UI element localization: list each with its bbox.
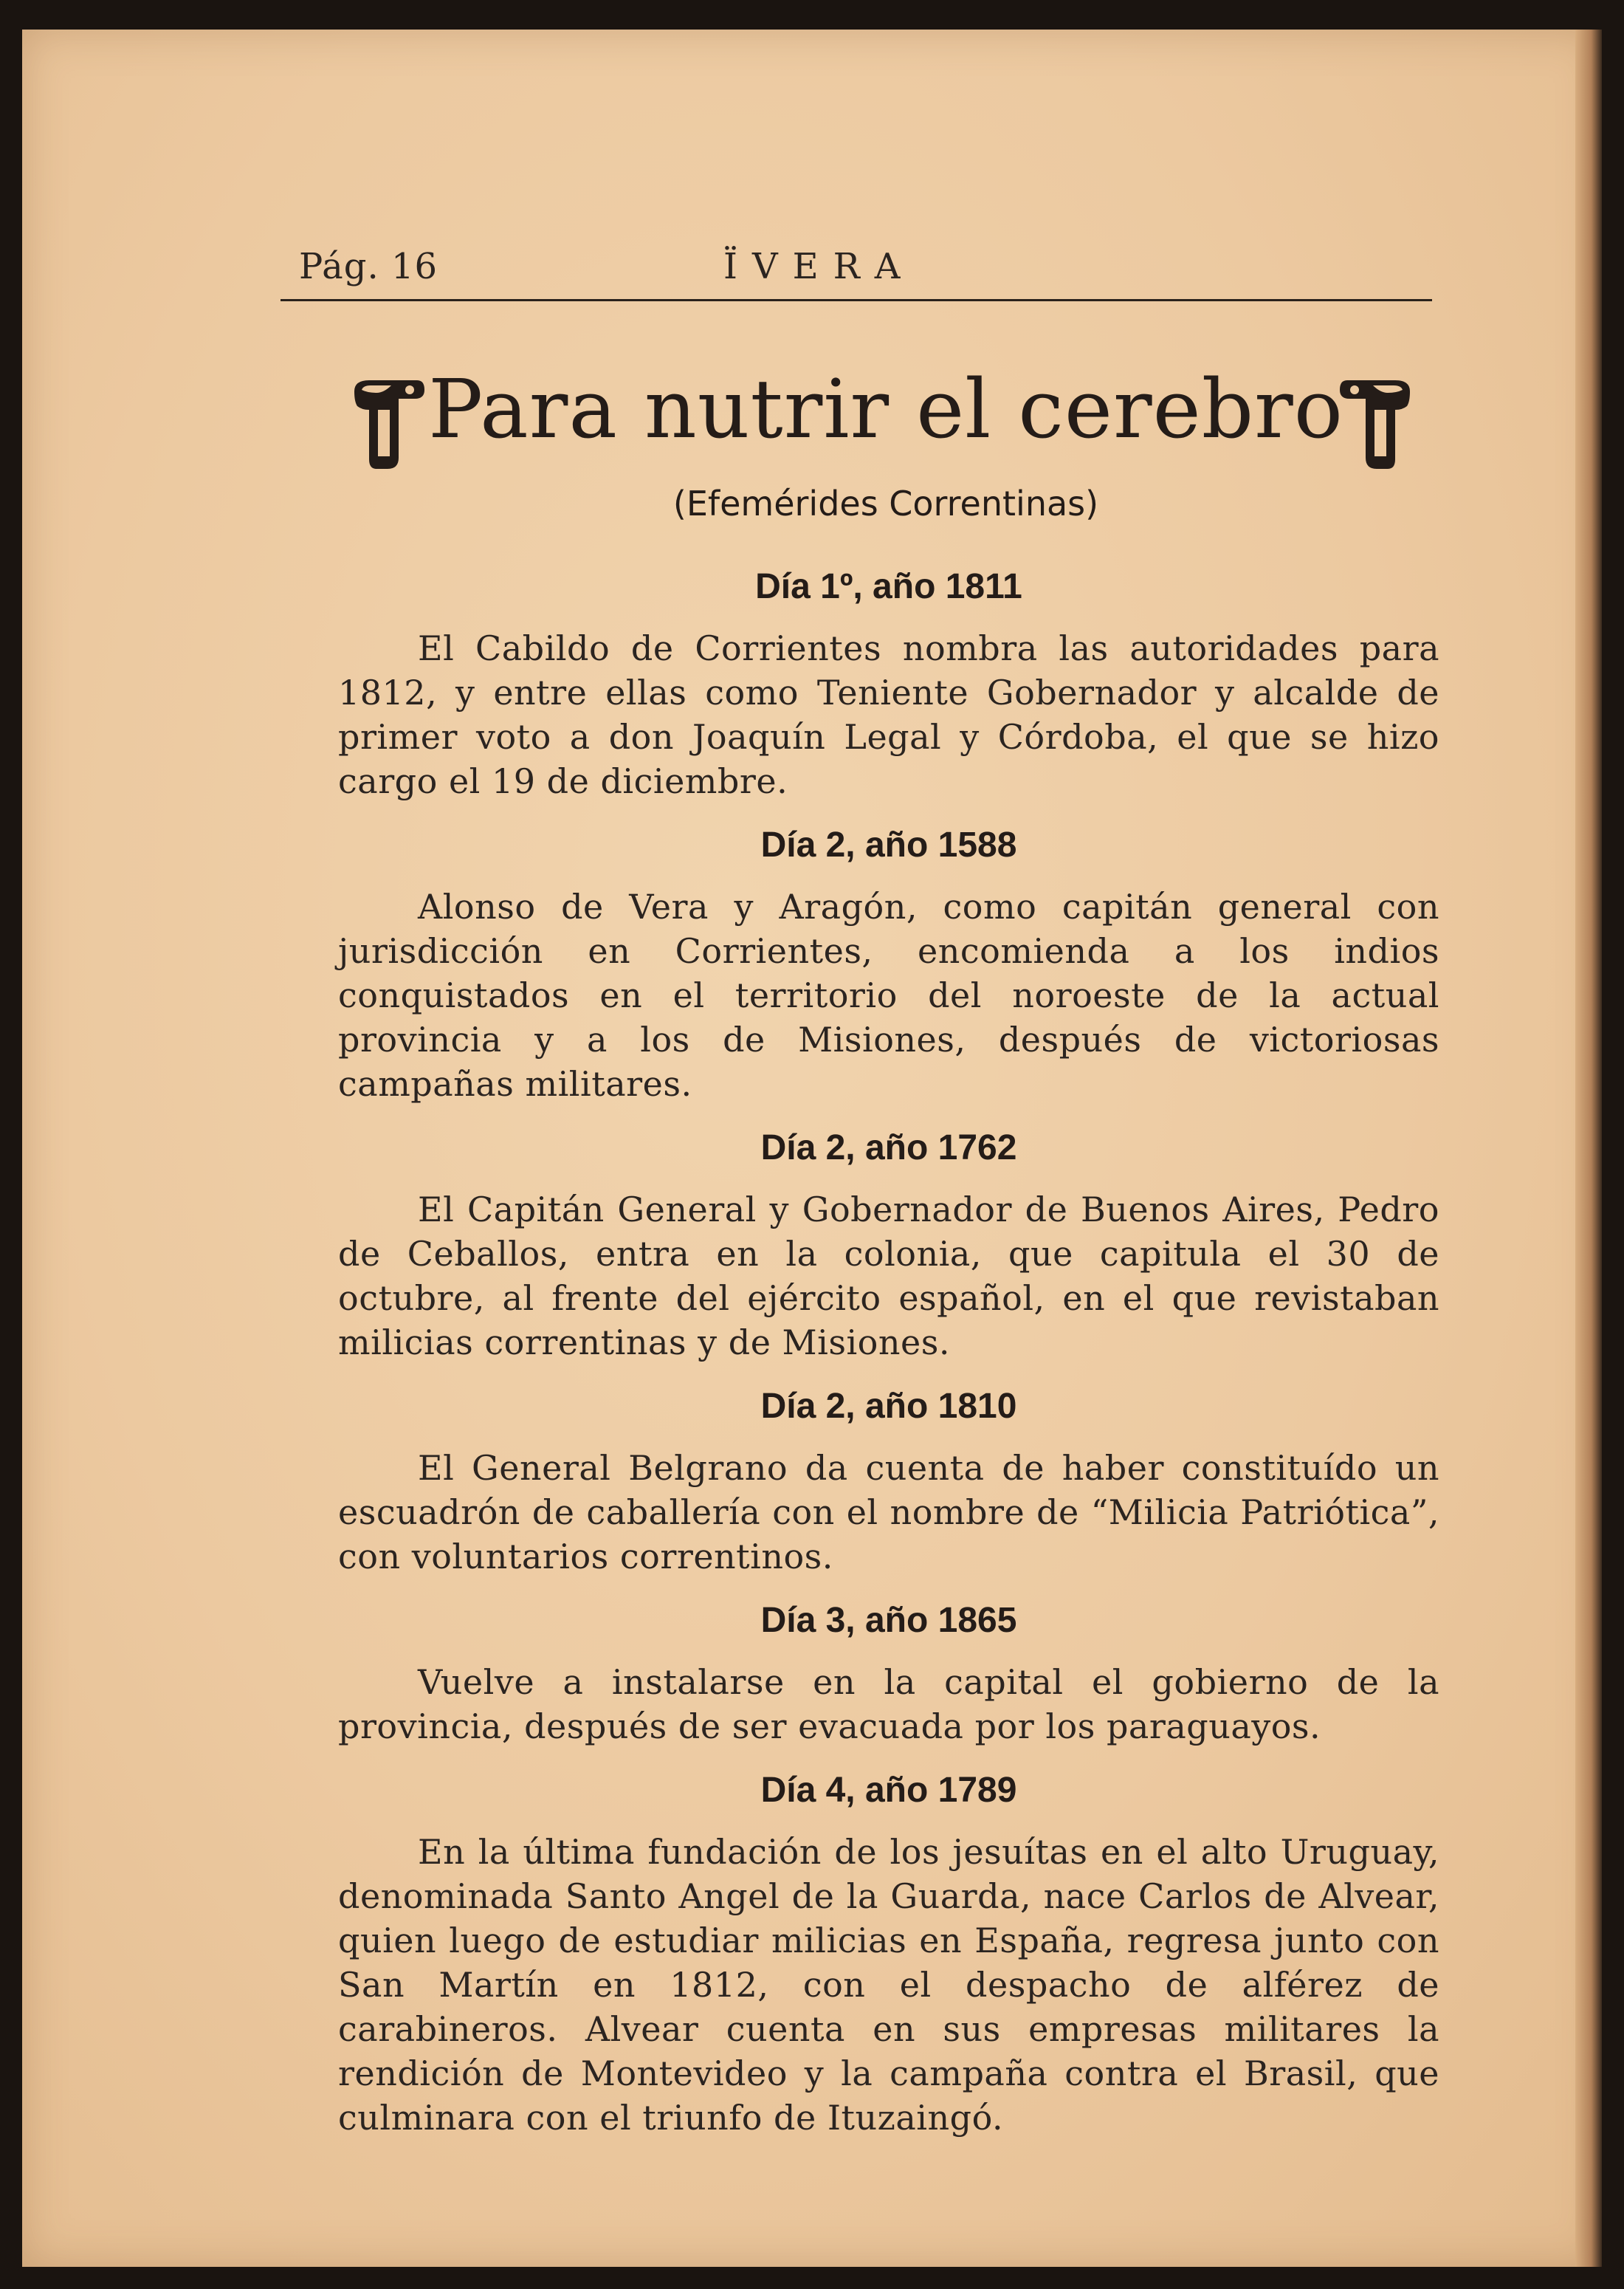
right-ornament-icon — [1336, 377, 1417, 473]
entry-text: El Capitán General y Gobernador de Buenos Aires, Pedro de Ceballos, entra en la colonia, que capitula el 30 de octubre, al frente del ejército español, en el que revistaban milicias correntinas y de Misiones. — [338, 1190, 1439, 1362]
entry — [338, 561, 1439, 803]
book-spine-edge — [1575, 30, 1602, 2267]
entry — [338, 1122, 1439, 1365]
article-title-row — [332, 362, 1439, 473]
entry — [338, 1765, 1439, 2140]
entry — [338, 1381, 1439, 1579]
entry-text: Alonso de Vera y Aragón, como capitán general con jurisdicción en Corrientes, encomienda a los indios conquistados en el territorio del noroeste de la actual provincia y a los de Misiones, después de victoriosas campañas militares. — [338, 887, 1439, 1104]
entry-heading: Día 2, año 1762 — [760, 1128, 1017, 1167]
running-header — [281, 240, 1432, 301]
book-page — [22, 30, 1602, 2267]
entry-heading: Día 2, año 1588 — [760, 826, 1017, 865]
entry — [338, 1595, 1439, 1749]
article-title: Para nutrir el cerebro — [428, 362, 1343, 456]
entry-text: El General Belgrano da cuenta de haber constituído un escuadrón de caballería con el nombre de “Milicia Patriótica”, con voluntarios correntinos. — [338, 1448, 1439, 1576]
entry-heading: Día 2, año 1810 — [760, 1387, 1017, 1426]
entry-text: En la última fundación de los jesuítas en el alto Uruguay, denominada Santo Angel de la Guarda, nace Carlos de Alvear, quien luego de estudiar milicias en España, regresa junto con San Martín en 1812, con el despacho de alférez de carabineros. Alvear cuenta en sus empresas militares la rendición de Montevideo y la campaña contra el Brasil, que culminara con el triunfo de Ituzaingó. — [338, 1832, 1439, 2138]
journal-title: ÏVERA — [723, 246, 915, 287]
entry-heading: Día 1º, año 1811 — [755, 567, 1022, 606]
entry-heading: Día 3, año 1865 — [760, 1601, 1017, 1640]
entry — [338, 820, 1439, 1106]
entry-heading: Día 4, año 1789 — [760, 1771, 1017, 1810]
article-subtitle: (Efemérides Correntinas) — [672, 484, 1099, 524]
entry-text: El Cabildo de Corrientes nombra las autoridades para 1812, y entre ellas como Teniente Gobernador y alcalde de primer voto a don Joaquín Legal y Córdoba, el que se hizo cargo el 19 de diciembre. — [338, 628, 1439, 801]
entry-text: Vuelve a instalarse en la capital el gobierno de la provincia, después de ser evacuada por los paraguayos. — [338, 1662, 1439, 1746]
page-number: Pág. 16 — [299, 246, 438, 287]
entries-list — [338, 561, 1439, 2156]
